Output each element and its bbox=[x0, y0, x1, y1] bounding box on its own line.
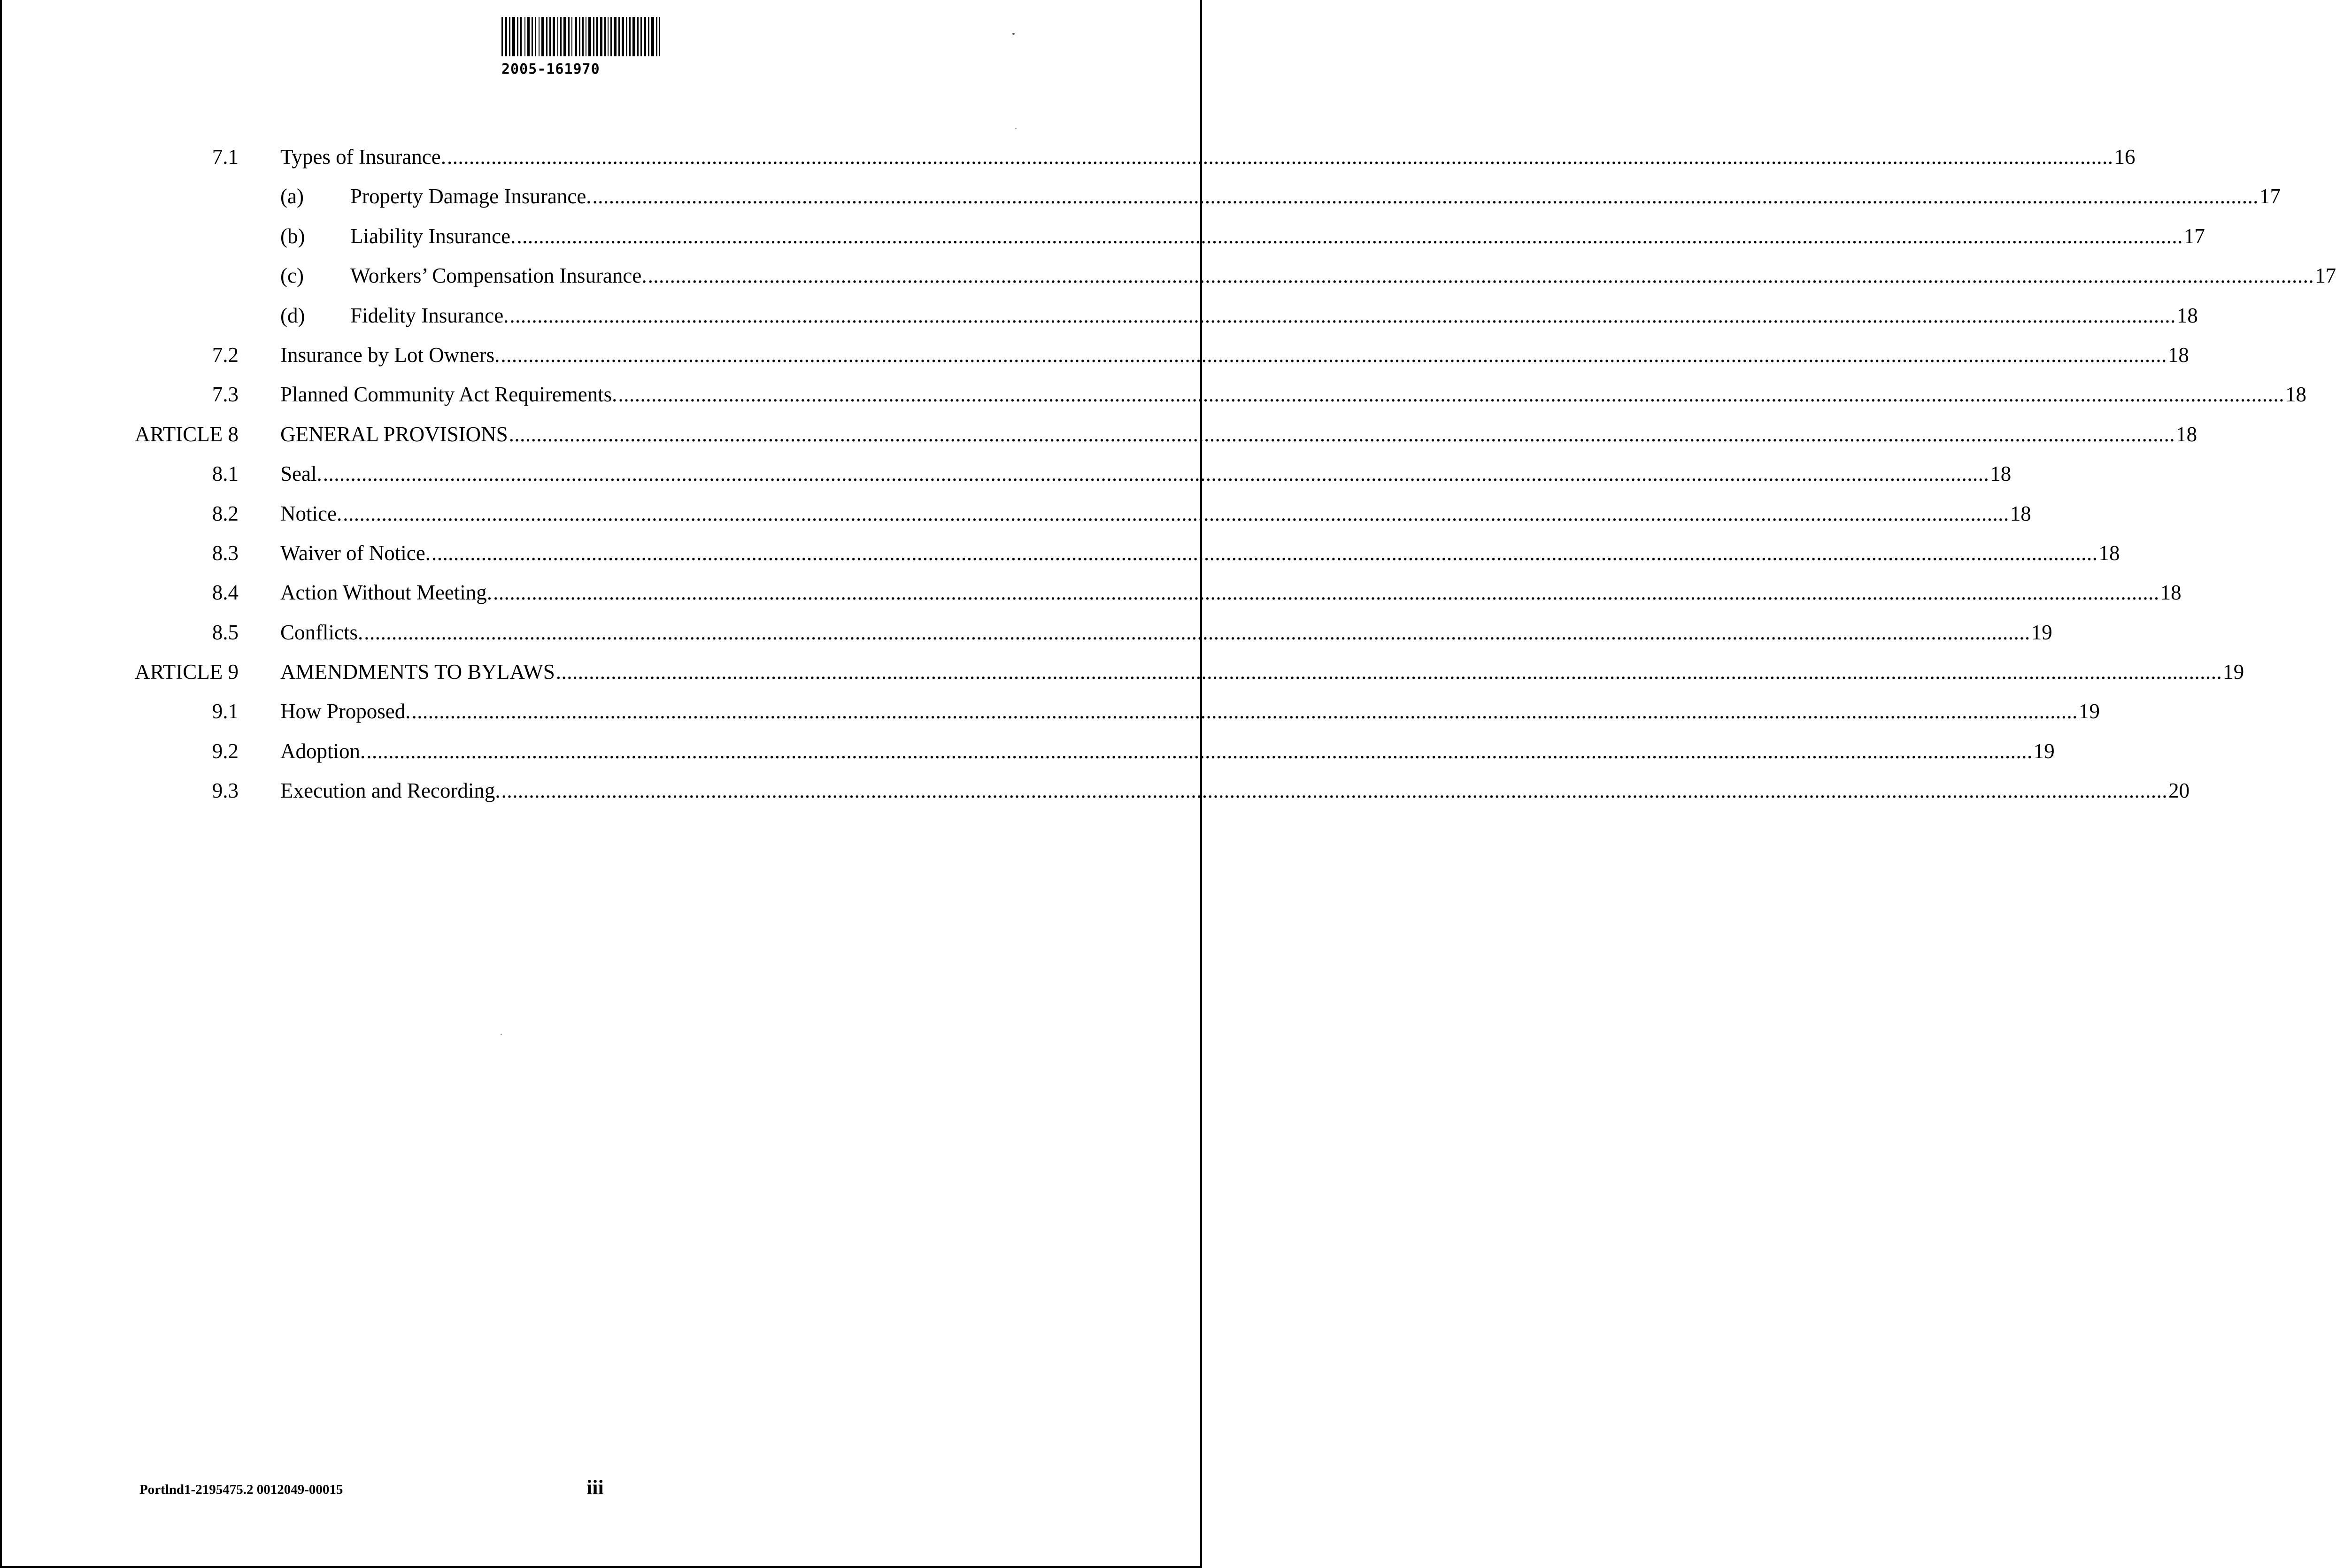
toc-dot-leader: .............................................................................................................................................................................................................................................................................................................. bbox=[509, 422, 2175, 446]
toc-entry-title: Planned Community Act Requirements. bbox=[280, 383, 617, 407]
toc-entry-line bbox=[280, 417, 2197, 451]
toc-entry-page: 18 bbox=[2010, 501, 2031, 525]
toc-dot-leader: .............................................................................................................................................................................................................................................................................................................. bbox=[343, 501, 2009, 525]
toc-entry bbox=[0, 694, 2100, 734]
toc-entry-title: Workers’ Compensation Insurance. bbox=[350, 264, 647, 288]
toc-entry-page: 16 bbox=[2114, 145, 2136, 169]
toc-dot-leader: .............................................................................................................................................................................................................................................................................................................. bbox=[366, 739, 2033, 763]
toc-entry-page: 18 bbox=[2160, 581, 2182, 605]
toc-entry-page: 20 bbox=[2168, 779, 2190, 803]
toc-entry-sublabel: (a) bbox=[280, 184, 304, 208]
toc-entry bbox=[0, 576, 2182, 615]
toc-dot-leader: .............................................................................................................................................................................................................................................................................................................. bbox=[411, 699, 2078, 723]
toc-entry-sublabel: (d) bbox=[280, 303, 305, 327]
toc-entry-number: 8.5 bbox=[212, 620, 239, 644]
toc-entry-number: ARTICLE 8 bbox=[134, 422, 239, 446]
toc-entry-title: How Proposed. bbox=[280, 699, 411, 723]
toc-dot-leader: .............................................................................................................................................................................................................................................................................................................. bbox=[364, 620, 2030, 644]
toc-entry-title: Waiver of Notice. bbox=[280, 541, 431, 565]
toc-entry-page: 18 bbox=[2176, 422, 2197, 446]
barcode-image bbox=[501, 17, 715, 56]
toc-dot-leader: .............................................................................................................................................................................................................................................................................................................. bbox=[501, 779, 2168, 803]
toc-entry-number: 7.3 bbox=[212, 383, 239, 407]
toc-dot-leader: .............................................................................................................................................................................................................................................................................................................. bbox=[517, 224, 2183, 248]
toc-entry-page: 19 bbox=[2223, 660, 2244, 684]
toc-entry bbox=[0, 299, 2198, 338]
toc-entry bbox=[0, 615, 2052, 655]
toc-dot-leader: .............................................................................................................................................................................................................................................................................................................. bbox=[323, 462, 1989, 486]
table-of-contents bbox=[0, 140, 2336, 814]
toc-entry-line bbox=[280, 615, 2052, 649]
toc-entry-title: Execution and Recording. bbox=[280, 779, 501, 803]
toc-entry-page: 18 bbox=[2098, 541, 2120, 565]
page-border-bottom bbox=[0, 1566, 1202, 1568]
toc-entry bbox=[0, 457, 2012, 496]
scan-speck bbox=[501, 1034, 502, 1035]
scan-speck bbox=[1015, 128, 1017, 129]
toc-dot-leader: .............................................................................................................................................................................................................................................................................................................. bbox=[555, 660, 2222, 684]
toc-entry-page: 19 bbox=[2079, 699, 2100, 723]
toc-entry-line bbox=[350, 179, 2281, 213]
toc-entry-number: 7.2 bbox=[212, 343, 239, 367]
toc-entry-line bbox=[280, 576, 2182, 609]
toc-entry-line bbox=[350, 219, 2205, 253]
toc-entry-title: Fidelity Insurance. bbox=[350, 303, 509, 327]
barcode-number: 2005-161970 bbox=[501, 61, 600, 77]
toc-entry-number: 9.3 bbox=[212, 779, 239, 803]
toc-entry-line bbox=[280, 774, 2190, 807]
scan-speck bbox=[1012, 33, 1015, 35]
toc-entry-page: 19 bbox=[2033, 739, 2055, 763]
toc-entry-line bbox=[280, 694, 2100, 728]
toc-entry-page: 17 bbox=[2183, 224, 2205, 248]
toc-entry-page: 18 bbox=[2285, 383, 2306, 407]
toc-entry-number: 7.1 bbox=[212, 145, 239, 169]
toc-entry-page: 18 bbox=[2176, 303, 2198, 327]
toc-entry bbox=[0, 774, 2190, 813]
toc-entry-title: Adoption. bbox=[280, 739, 366, 763]
toc-entry-title: Action Without Meeting. bbox=[280, 581, 493, 605]
toc-entry bbox=[0, 140, 2136, 179]
toc-entry bbox=[0, 497, 2031, 536]
toc-entry-number: 8.4 bbox=[212, 581, 239, 605]
toc-entry-line bbox=[280, 536, 2120, 570]
toc-entry bbox=[0, 259, 2336, 298]
toc-entry-title: Property Damage Insurance. bbox=[350, 184, 592, 208]
toc-entry-title: GENERAL PROVISIONS bbox=[280, 422, 508, 446]
toc-entry-title: Types of Insurance. bbox=[280, 145, 446, 169]
toc-dot-leader: .............................................................................................................................................................................................................................................................................................................. bbox=[432, 541, 2098, 565]
toc-entry-page: 18 bbox=[1990, 462, 2012, 486]
toc-entry-line bbox=[280, 497, 2031, 530]
toc-entry-title: Insurance by Lot Owners. bbox=[280, 343, 500, 367]
toc-entry-line bbox=[280, 377, 2306, 411]
toc-entry-number: 8.1 bbox=[212, 462, 239, 486]
toc-entry-page: 17 bbox=[2259, 184, 2281, 208]
toc-entry-title: Liability Insurance. bbox=[350, 224, 516, 248]
toc-entry-line bbox=[280, 457, 2012, 491]
toc-entry-line bbox=[280, 734, 2055, 768]
toc-entry-number: 8.3 bbox=[212, 541, 239, 565]
toc-dot-leader: .............................................................................................................................................................................................................................................................................................................. bbox=[501, 343, 2167, 367]
footer-document-id: Portlnd1-2195475.2 0012049-00015 bbox=[139, 1482, 343, 1497]
toc-entry-title: AMENDMENTS TO BYLAWS bbox=[280, 660, 555, 684]
toc-entry bbox=[0, 179, 2281, 219]
toc-entry bbox=[0, 734, 2055, 774]
toc-entry-line bbox=[280, 655, 2244, 689]
toc-dot-leader: .............................................................................................................................................................................................................................................................................................................. bbox=[509, 303, 2176, 327]
toc-entry-page: 19 bbox=[2031, 620, 2052, 644]
toc-entry bbox=[0, 417, 2197, 457]
toc-entry-title: Conflicts. bbox=[280, 620, 363, 644]
toc-entry-number: 9.1 bbox=[212, 699, 239, 723]
toc-entry bbox=[0, 338, 2189, 377]
toc-entry bbox=[0, 219, 2205, 259]
toc-entry-title: Seal. bbox=[280, 462, 322, 486]
toc-entry-page: 18 bbox=[2167, 343, 2189, 367]
toc-entry-page: 17 bbox=[2315, 264, 2336, 288]
footer-page-number: iii bbox=[586, 1476, 604, 1499]
toc-entry-line bbox=[350, 259, 2336, 292]
toc-entry-number: ARTICLE 9 bbox=[134, 660, 239, 684]
toc-entry-sublabel: (c) bbox=[280, 264, 304, 288]
toc-entry-number: 8.2 bbox=[212, 501, 239, 525]
toc-dot-leader: .............................................................................................................................................................................................................................................................................................................. bbox=[618, 383, 2284, 407]
toc-entry-line bbox=[350, 299, 2198, 332]
toc-entry bbox=[0, 536, 2120, 576]
toc-entry-sublabel: (b) bbox=[280, 224, 305, 248]
toc-entry bbox=[0, 655, 2244, 694]
toc-dot-leader: .............................................................................................................................................................................................................................................................................................................. bbox=[648, 264, 2314, 288]
toc-entry bbox=[0, 377, 2306, 417]
toc-dot-leader: .............................................................................................................................................................................................................................................................................................................. bbox=[447, 145, 2113, 169]
toc-dot-leader: .............................................................................................................................................................................................................................................................................................................. bbox=[493, 581, 2159, 605]
toc-entry-line bbox=[280, 140, 2136, 174]
toc-dot-leader: .............................................................................................................................................................................................................................................................................................................. bbox=[592, 184, 2259, 208]
toc-entry-number: 9.2 bbox=[212, 739, 239, 763]
toc-entry-title: Notice. bbox=[280, 501, 342, 525]
toc-entry-line bbox=[280, 338, 2189, 372]
